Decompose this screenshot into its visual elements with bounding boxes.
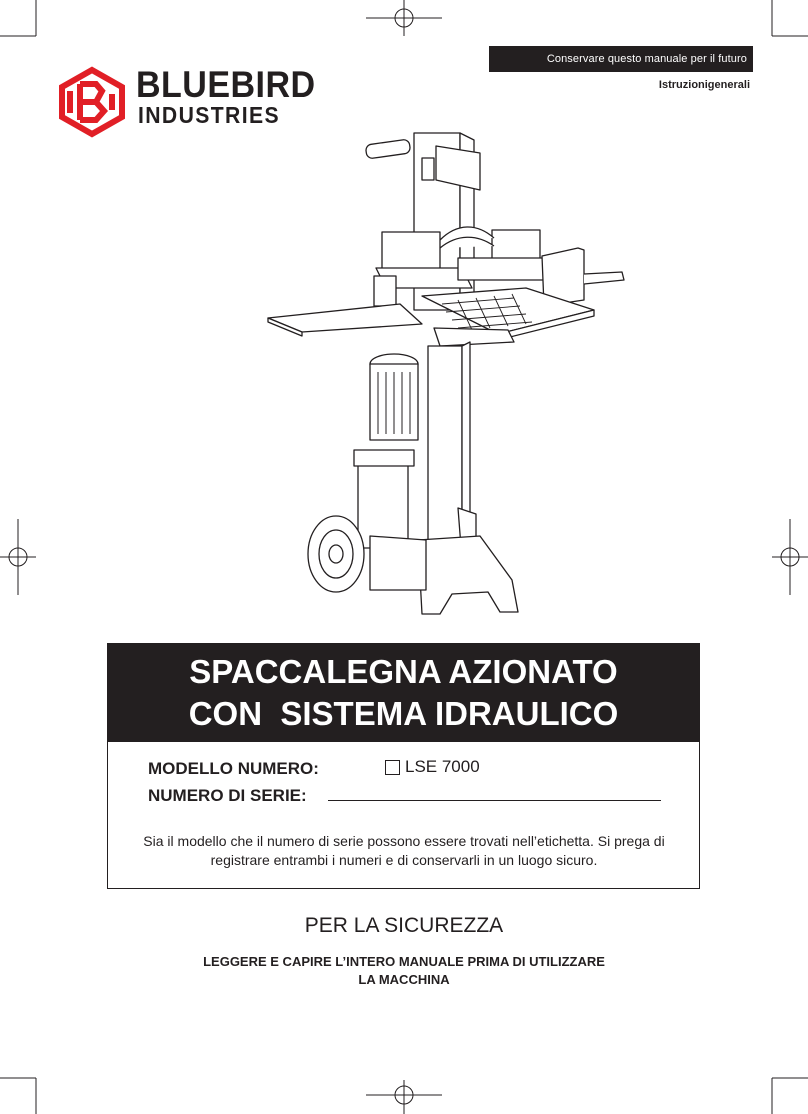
registration-mark-bottom (366, 1080, 442, 1114)
section-label: Istruzionigenerali (658, 79, 750, 91)
registration-mark-top (366, 0, 442, 36)
title-line-2: CON SISTEMA IDRAULICO (188, 694, 619, 732)
model-number-option[interactable] (385, 757, 480, 777)
brand-name: BLUEBIRD (136, 64, 316, 105)
bluebird-logo-icon (56, 66, 128, 138)
tagline-text: Conservare questo manuale per il futuro (546, 53, 747, 65)
serial-note: Sia il modello che il numero di serie possono essere trovati nell’etichetta. Si prega di registrare entrambi i numeri e di conservarli in un luogo sicuro. (143, 833, 665, 868)
safety-heading: PER LA SICUREZZA (304, 914, 504, 937)
model-number-label: MODELLO NUMERO: (148, 759, 319, 778)
brand-subtitle: INDUSTRIES (138, 102, 280, 128)
safety-warning-line-2: LA MACCHINA (358, 972, 450, 987)
registration-mark-right (772, 519, 808, 595)
model-checkbox[interactable] (385, 760, 400, 775)
serial-number-label: NUMERO DI SERIE: (148, 786, 307, 805)
safety-warning-line-1: LEGGERE E CAPIRE L’INTERO MANUALE PRIMA DI UTILIZZARE (203, 954, 605, 969)
log-splitter-illustration (262, 128, 634, 624)
safety-warning (0, 953, 808, 989)
model-number-value: LSE 7000 (405, 757, 480, 776)
title-banner (107, 643, 700, 742)
registration-mark-left (0, 519, 36, 595)
title-line-1: SPACCALEGNA AZIONATO (189, 652, 618, 690)
header-tagline (489, 46, 753, 72)
serial-number-field[interactable] (328, 800, 661, 801)
